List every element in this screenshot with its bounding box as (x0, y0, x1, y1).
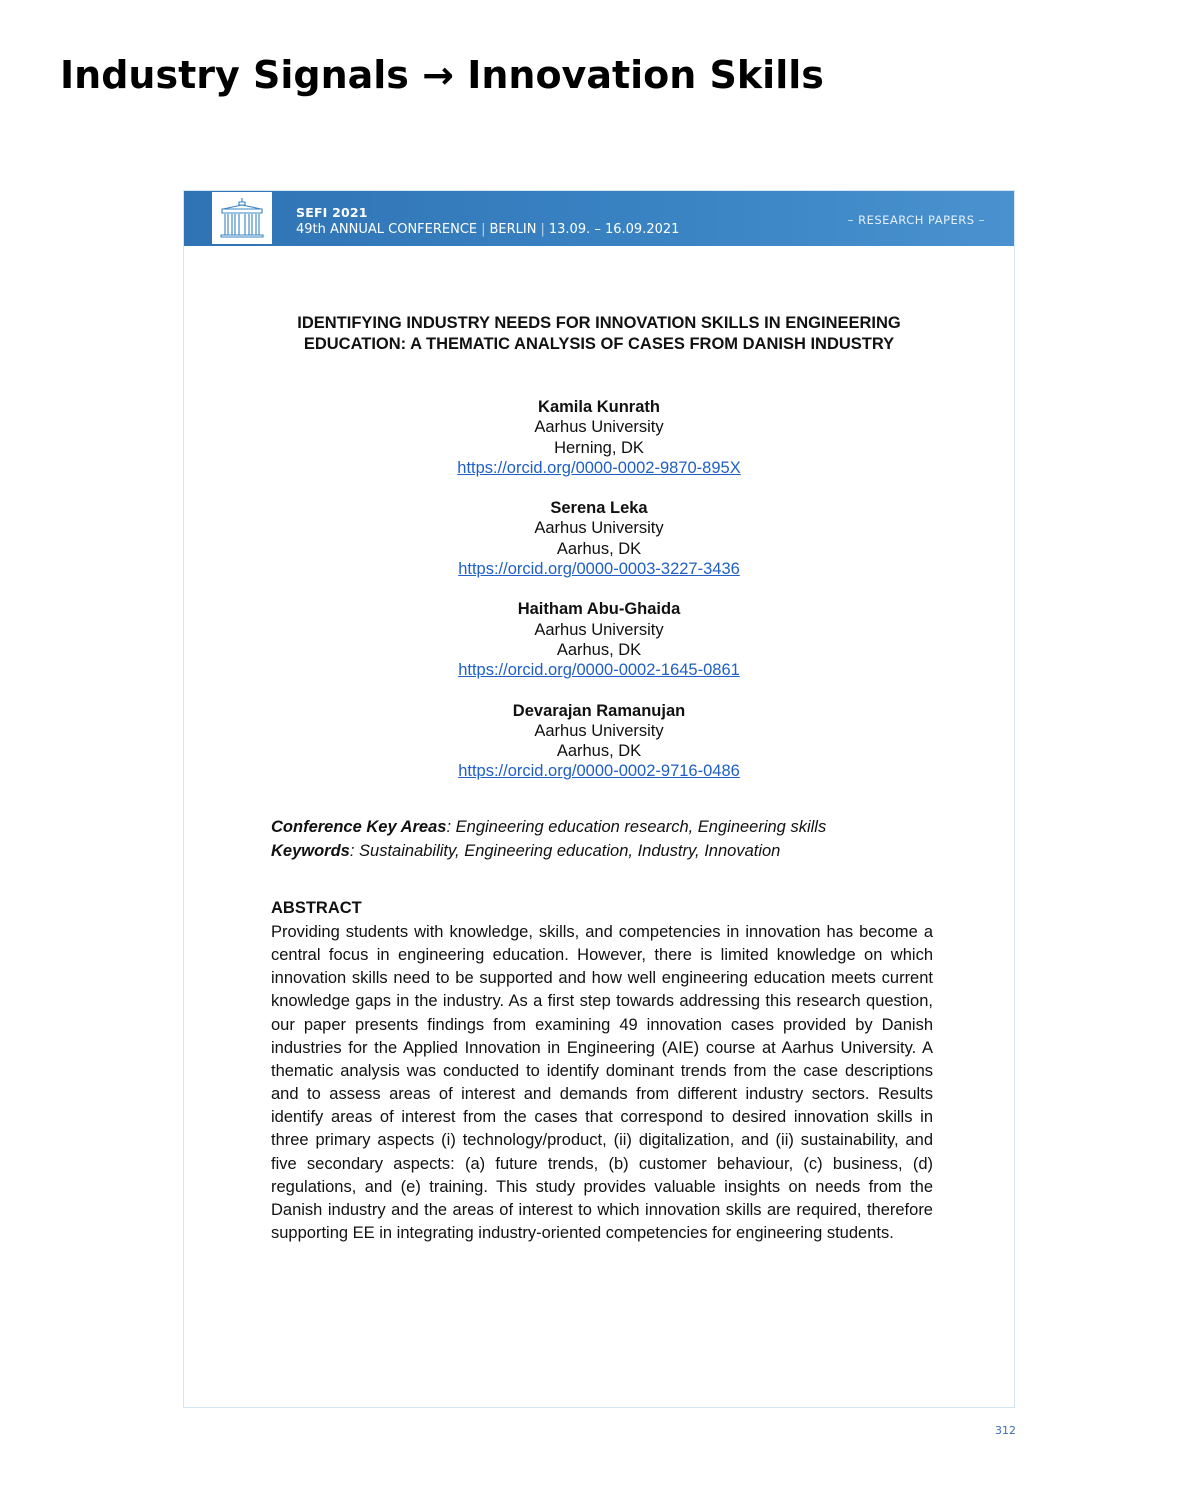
banner-conference: 49th ANNUAL CONFERENCE (296, 222, 478, 237)
banner-separator: | (481, 222, 486, 237)
author-affiliation: Aarhus University (534, 721, 664, 740)
paper-title-line: EDUCATION: A THEMATIC ANALYSIS OF CASES FROM DANISH INDUSTRY (303, 335, 895, 353)
banner-dates: 13.09. – 16.09.2021 (548, 222, 680, 237)
author-affiliation: Aarhus University (534, 519, 664, 538)
brandenburg-gate-logo-icon (212, 192, 272, 244)
author-block (184, 498, 1014, 579)
author-location: Aarhus, DK (556, 539, 642, 558)
banner-separator: | (540, 222, 545, 237)
conference-banner (184, 191, 1014, 246)
page-number: 312 (995, 1424, 1016, 1437)
author-affiliation: Aarhus University (534, 418, 664, 437)
paper-title (184, 313, 1014, 355)
author-name: Devarajan Ramanujan (512, 701, 686, 720)
author-location: Aarhus, DK (556, 742, 642, 761)
keywords-label: Keywords (271, 842, 350, 860)
key-areas-label: Conference Key Areas (271, 818, 447, 836)
paper-title-line: IDENTIFYING INDUSTRY NEEDS FOR INNOVATION SKILLS IN ENGINEERING (297, 314, 901, 332)
paper-page (183, 190, 1015, 1408)
page-heading: Industry Signals → Innovation Skills (60, 53, 824, 97)
author-location: Herning, DK (554, 438, 644, 457)
keywords-line (271, 839, 933, 863)
author-block (184, 397, 1014, 478)
author-block (184, 599, 1014, 680)
banner-city: BERLIN (489, 222, 537, 237)
author-orcid-link[interactable]: https://orcid.org/0000-0003-3227-3436 (458, 560, 740, 579)
banner-section-label: – RESEARCH PAPERS – (847, 213, 985, 227)
key-areas-line (271, 815, 933, 839)
author-orcid-link[interactable]: https://orcid.org/0000-0002-9716-0486 (458, 762, 740, 781)
author-block (184, 701, 1014, 782)
author-affiliation: Aarhus University (534, 620, 664, 639)
author-orcid-link[interactable]: https://orcid.org/0000-0002-9870-895X (457, 458, 741, 477)
banner-event-name: SEFI 2021 (296, 205, 368, 220)
key-areas-value: : Engineering education research, Engineering skills (446, 818, 827, 836)
author-orcid-link[interactable]: https://orcid.org/0000-0002-1645-0861 (458, 661, 740, 680)
paper-metadata (271, 815, 933, 863)
author-name: Serena Leka (550, 499, 648, 518)
author-name: Haitham Abu-Ghaida (517, 600, 681, 619)
abstract-text: Providing students with knowledge, skills, and competencies in innovation has become a central focus in engineering education. However, there is limited knowledge on which innovation skills need to be supported and how well engineering education meets current knowledge gaps in the industry. As a first step towards addressing this research question, our paper presents findings from examining 49 innovation cases provided by Danish industries for the Applied Innovation in Engineering (AIE) course at Aarhus University. A thematic analysis was conducted to identify dominant trends from the case descriptions and to assess areas of interest and demands from different industry sectors. Results identify areas of interest from the cases that correspond to desired innovation skills in three primary aspects (i) technology/product, (ii) digitalization, and (ii) sustainability, and five secondary aspects: (a) future trends, (b) customer behaviour, (c) business, (d) regulations, and (e) training. This study provides valuable insights on needs from the Danish industry and the areas of interest to which innovation skills are required, therefore supporting EE in integrating industry-oriented competencies for engineering students. (271, 923, 933, 1243)
author-location: Aarhus, DK (556, 640, 642, 659)
author-list (184, 397, 1014, 802)
abstract-heading: ABSTRACT (271, 899, 362, 917)
keywords-value: : Sustainability, Engineering education, Industry, Innovation (349, 842, 781, 860)
banner-event-details (296, 222, 679, 237)
author-name: Kamila Kunrath (538, 398, 660, 416)
